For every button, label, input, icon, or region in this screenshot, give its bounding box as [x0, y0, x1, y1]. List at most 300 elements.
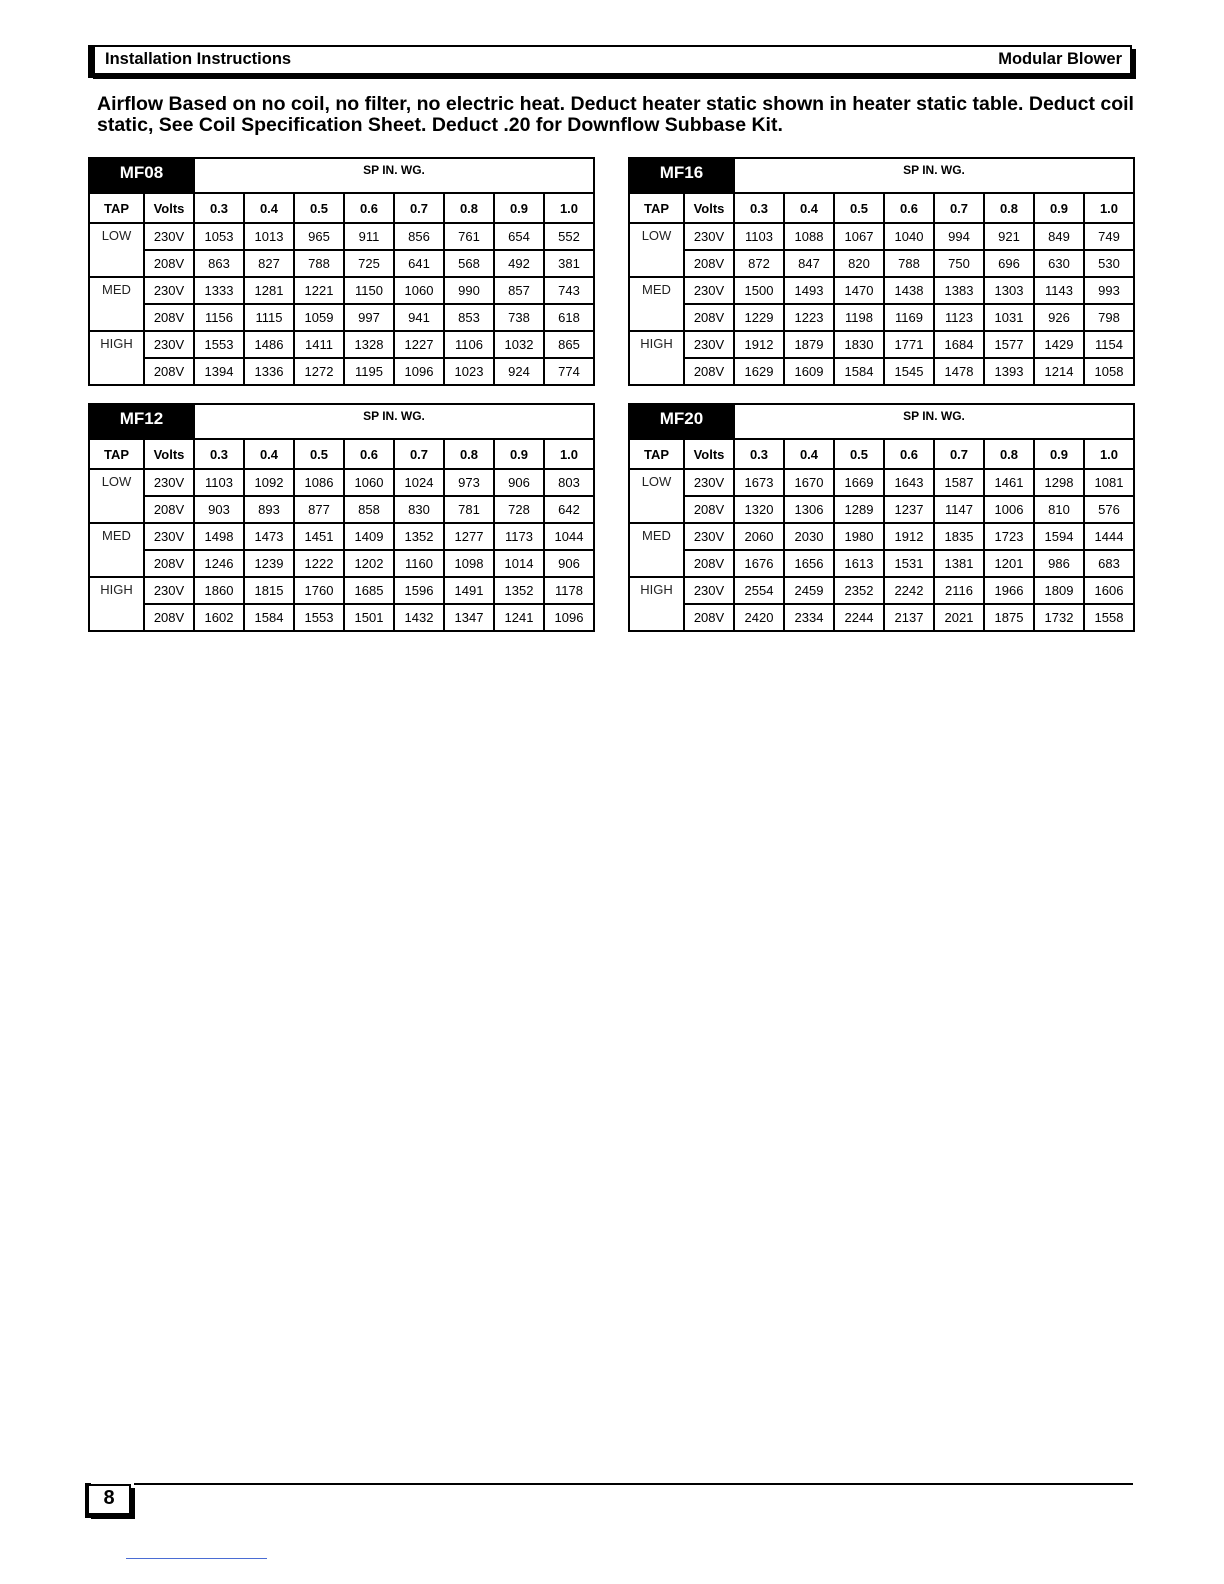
airflow-cfm-cell: 1222 [294, 550, 344, 577]
airflow-cfm-cell: 2030 [784, 523, 834, 550]
footer-rule [134, 1483, 1133, 1485]
airflow-cfm-cell: 893 [244, 496, 294, 523]
volts-cell: 230V [144, 469, 194, 496]
volts-cell: 208V [144, 496, 194, 523]
airflow-cfm-cell: 803 [544, 469, 594, 496]
airflow-cfm-cell: 1438 [884, 277, 934, 304]
sp-column-header: 0.3 [194, 193, 244, 223]
airflow-cfm-cell: 1486 [244, 331, 294, 358]
column-header-row [629, 439, 1134, 469]
column-header-row [89, 439, 594, 469]
sp-column-header: 0.6 [344, 439, 394, 469]
airflow-cfm-cell: 1032 [494, 331, 544, 358]
airflow-cfm-cell: 921 [984, 223, 1034, 250]
column-header-row [629, 193, 1134, 223]
airflow-cfm-cell: 1815 [244, 577, 294, 604]
airflow-cfm-cell: 1178 [544, 577, 594, 604]
volts-cell: 230V [684, 277, 734, 304]
airflow-cfm-cell: 1241 [494, 604, 544, 631]
airflow-cfm-cell: 1115 [244, 304, 294, 331]
table-row [629, 523, 1134, 550]
table-row [629, 304, 1134, 331]
airflow-cfm-cell: 830 [394, 496, 444, 523]
sp-column-header: 0.7 [394, 439, 444, 469]
airflow-cfm-cell: 1609 [784, 358, 834, 385]
volts-column-header: Volts [144, 439, 194, 469]
airflow-cfm-cell: 1202 [344, 550, 394, 577]
static-pressure-label: SP IN. WG. [194, 404, 594, 439]
airflow-cfm-cell: 738 [494, 304, 544, 331]
tap-column-header: TAP [89, 439, 144, 469]
airflow-cfm-cell: 1771 [884, 331, 934, 358]
airflow-cfm-cell: 1150 [344, 277, 394, 304]
volts-cell: 208V [684, 250, 734, 277]
airflow-cfm-cell: 1143 [1034, 277, 1084, 304]
airflow-cfm-cell: 1577 [984, 331, 1034, 358]
airflow-cfm-cell: 750 [934, 250, 984, 277]
airflow-cfm-cell: 2352 [834, 577, 884, 604]
airflow-cfm-cell: 1393 [984, 358, 1034, 385]
airflow-cfm-cell: 926 [1034, 304, 1084, 331]
airflow-cfm-cell: 2242 [884, 577, 934, 604]
airflow-cfm-cell: 1596 [394, 577, 444, 604]
airflow-cfm-cell: 1553 [194, 331, 244, 358]
airflow-cfm-cell: 1643 [884, 469, 934, 496]
airflow-cfm-cell: 683 [1084, 550, 1134, 577]
airflow-cfm-cell: 630 [1034, 250, 1084, 277]
airflow-cfm-cell: 1461 [984, 469, 1034, 496]
sp-column-header: 0.8 [444, 439, 494, 469]
airflow-cfm-cell: 1060 [394, 277, 444, 304]
tap-speed-cell: LOW [629, 469, 684, 523]
airflow-cfm-cell: 1147 [934, 496, 984, 523]
airflow-cfm-cell: 2420 [734, 604, 784, 631]
sp-column-header: 1.0 [1084, 193, 1134, 223]
airflow-cfm-cell: 654 [494, 223, 544, 250]
airflow-cfm-cell: 993 [1084, 277, 1134, 304]
sp-column-header: 0.9 [1034, 193, 1084, 223]
model-label: MF20 [629, 404, 734, 439]
airflow-cfm-cell: 2334 [784, 604, 834, 631]
sp-column-header: 0.4 [244, 193, 294, 223]
airflow-cfm-cell: 774 [544, 358, 594, 385]
airflow-cfm-cell: 1098 [444, 550, 494, 577]
airflow-cfm-cell: 1501 [344, 604, 394, 631]
header-section-title: Installation Instructions [105, 50, 292, 68]
airflow-cfm-cell: 568 [444, 250, 494, 277]
airflow-cfm-cell: 1383 [934, 277, 984, 304]
airflow-cfm-cell: 1160 [394, 550, 444, 577]
tap-speed-cell: MED [89, 277, 144, 331]
airflow-cfm-cell: 1106 [444, 331, 494, 358]
airflow-cfm-cell: 911 [344, 223, 394, 250]
airflow-cfm-cell: 1676 [734, 550, 784, 577]
static-pressure-label: SP IN. WG. [194, 158, 594, 193]
airflow-cfm-cell: 856 [394, 223, 444, 250]
airflow-cfm-cell: 827 [244, 250, 294, 277]
tap-speed-cell: LOW [89, 469, 144, 523]
airflow-cfm-cell: 788 [884, 250, 934, 277]
airflow-cfm-cell: 1306 [784, 496, 834, 523]
table-row [89, 577, 594, 604]
airflow-cfm-cell: 1081 [1084, 469, 1134, 496]
airflow-cfm-cell: 1154 [1084, 331, 1134, 358]
volts-cell: 208V [144, 358, 194, 385]
airflow-cfm-cell: 1223 [784, 304, 834, 331]
volts-cell: 230V [144, 523, 194, 550]
volts-cell: 208V [144, 304, 194, 331]
airflow-cfm-cell: 761 [444, 223, 494, 250]
table-row [89, 550, 594, 577]
airflow-cfm-cell: 1023 [444, 358, 494, 385]
tap-speed-cell: LOW [629, 223, 684, 277]
airflow-cfm-cell: 1594 [1034, 523, 1084, 550]
airflow-cfm-cell: 1059 [294, 304, 344, 331]
airflow-cfm-cell: 2021 [934, 604, 984, 631]
sp-column-header: 1.0 [544, 439, 594, 469]
airflow-cfm-cell: 1491 [444, 577, 494, 604]
sp-column-header: 0.9 [494, 439, 544, 469]
airflow-cfm-cell: 1606 [1084, 577, 1134, 604]
table-row [89, 358, 594, 385]
airflow-cfm-cell: 2244 [834, 604, 884, 631]
sp-column-header: 0.6 [344, 193, 394, 223]
airflow-cfm-cell: 576 [1084, 496, 1134, 523]
airflow-cfm-cell: 1103 [194, 469, 244, 496]
airflow-cfm-cell: 906 [544, 550, 594, 577]
airflow-cfm-cell: 986 [1034, 550, 1084, 577]
airflow-cfm-cell: 1060 [344, 469, 394, 496]
airflow-cfm-cell: 1198 [834, 304, 884, 331]
airflow-cfm-cell: 1088 [784, 223, 834, 250]
table-row [629, 277, 1134, 304]
airflow-cfm-cell: 1058 [1084, 358, 1134, 385]
airflow-cfm-cell: 1006 [984, 496, 1034, 523]
bottom-link-rule [126, 1558, 267, 1559]
table-row [89, 496, 594, 523]
airflow-cfm-cell: 1352 [394, 523, 444, 550]
airflow-cfm-cell: 781 [444, 496, 494, 523]
sp-column-header: 0.5 [294, 439, 344, 469]
airflow-cfm-cell: 1613 [834, 550, 884, 577]
sp-column-header: 1.0 [544, 193, 594, 223]
airflow-cfm-cell: 1123 [934, 304, 984, 331]
airflow-cfm-cell: 1669 [834, 469, 884, 496]
airflow-cfm-cell: 1531 [884, 550, 934, 577]
airflow-cfm-cell: 788 [294, 250, 344, 277]
tap-column-header: TAP [629, 439, 684, 469]
airflow-cfm-cell: 1044 [544, 523, 594, 550]
airflow-cfm-cell: 696 [984, 250, 1034, 277]
airflow-cfm-cell: 1336 [244, 358, 294, 385]
airflow-cfm-cell: 1237 [884, 496, 934, 523]
table-row [89, 223, 594, 250]
volts-cell: 230V [684, 523, 734, 550]
airflow-cfm-cell: 1013 [244, 223, 294, 250]
volts-column-header: Volts [144, 193, 194, 223]
tap-speed-cell: MED [629, 523, 684, 577]
airflow-cfm-cell: 1221 [294, 277, 344, 304]
airflow-cfm-cell: 1096 [394, 358, 444, 385]
airflow-cfm-cell: 1298 [1034, 469, 1084, 496]
table-row [89, 304, 594, 331]
airflow-note: Airflow Based on no coil, no filter, no electric heat. Deduct heater static shown in heater static table. Deduct coil static, See Coil Specification Sheet. Deduct .20 for Downflow Subbase Kit. [97, 93, 1134, 136]
volts-cell: 230V [144, 577, 194, 604]
page-number: 8 [87, 1484, 131, 1515]
volts-cell: 208V [144, 604, 194, 631]
airflow-cfm-cell: 725 [344, 250, 394, 277]
airflow-cfm-cell: 1493 [784, 277, 834, 304]
airflow-cfm-cell: 2459 [784, 577, 834, 604]
airflow-cfm-cell: 1809 [1034, 577, 1084, 604]
airflow-cfm-cell: 642 [544, 496, 594, 523]
airflow-cfm-cell: 1835 [934, 523, 984, 550]
volts-cell: 230V [144, 331, 194, 358]
airflow-cfm-cell: 1473 [244, 523, 294, 550]
sp-column-header: 0.6 [884, 193, 934, 223]
sp-column-header: 0.8 [444, 193, 494, 223]
sp-column-header: 0.5 [834, 193, 884, 223]
airflow-cfm-cell: 2137 [884, 604, 934, 631]
table-row [629, 577, 1134, 604]
table-row [89, 523, 594, 550]
airflow-cfm-cell: 743 [544, 277, 594, 304]
volts-column-header: Volts [684, 193, 734, 223]
airflow-cfm-cell: 1685 [344, 577, 394, 604]
table-row [629, 358, 1134, 385]
airflow-cfm-cell: 1875 [984, 604, 1034, 631]
volts-cell: 230V [684, 577, 734, 604]
airflow-cfm-cell: 1352 [494, 577, 544, 604]
airflow-cfm-cell: 1277 [444, 523, 494, 550]
volts-cell: 230V [144, 277, 194, 304]
volts-cell: 208V [144, 250, 194, 277]
airflow-cfm-cell: 1732 [1034, 604, 1084, 631]
blower-airflow-table-mf12 [88, 403, 595, 632]
volts-cell: 230V [684, 223, 734, 250]
column-header-row [89, 193, 594, 223]
tap-speed-cell: LOW [89, 223, 144, 277]
model-label: MF12 [89, 404, 194, 439]
tap-speed-cell: MED [89, 523, 144, 577]
table-row [89, 604, 594, 631]
sp-column-header: 0.8 [984, 193, 1034, 223]
airflow-cfm-cell: 1830 [834, 331, 884, 358]
airflow-cfm-cell: 1024 [394, 469, 444, 496]
airflow-cfm-cell: 849 [1034, 223, 1084, 250]
airflow-cfm-cell: 857 [494, 277, 544, 304]
sp-column-header: 0.3 [194, 439, 244, 469]
airflow-cfm-cell: 903 [194, 496, 244, 523]
airflow-cfm-cell: 1587 [934, 469, 984, 496]
airflow-cfm-cell: 1394 [194, 358, 244, 385]
airflow-cfm-cell: 1086 [294, 469, 344, 496]
volts-cell: 208V [144, 550, 194, 577]
airflow-cfm-cell: 1673 [734, 469, 784, 496]
airflow-cfm-cell: 1239 [244, 550, 294, 577]
airflow-cfm-cell: 1470 [834, 277, 884, 304]
sp-column-header: 0.4 [784, 439, 834, 469]
volts-column-header: Volts [684, 439, 734, 469]
sp-column-header: 0.3 [734, 193, 784, 223]
airflow-cfm-cell: 1173 [494, 523, 544, 550]
airflow-cfm-cell: 728 [494, 496, 544, 523]
airflow-cfm-cell: 798 [1084, 304, 1134, 331]
airflow-cfm-cell: 1014 [494, 550, 544, 577]
airflow-cfm-cell: 1670 [784, 469, 834, 496]
airflow-cfm-cell: 1584 [244, 604, 294, 631]
tap-column-header: TAP [89, 193, 144, 223]
airflow-cfm-cell: 2116 [934, 577, 984, 604]
airflow-cfm-cell: 1040 [884, 223, 934, 250]
airflow-cfm-cell: 1545 [884, 358, 934, 385]
airflow-cfm-cell: 1214 [1034, 358, 1084, 385]
page-header [89, 45, 1132, 75]
airflow-cfm-cell: 863 [194, 250, 244, 277]
volts-cell: 208V [684, 496, 734, 523]
table-row [629, 496, 1134, 523]
airflow-cfm-cell: 1409 [344, 523, 394, 550]
airflow-cfm-cell: 1347 [444, 604, 494, 631]
volts-cell: 230V [684, 469, 734, 496]
airflow-cfm-cell: 865 [544, 331, 594, 358]
blower-airflow-table-mf16 [628, 157, 1135, 386]
airflow-cfm-cell: 1328 [344, 331, 394, 358]
airflow-cfm-cell: 1320 [734, 496, 784, 523]
volts-cell: 230V [144, 223, 194, 250]
table-row [89, 277, 594, 304]
airflow-cfm-cell: 906 [494, 469, 544, 496]
airflow-cfm-cell: 1429 [1034, 331, 1084, 358]
volts-cell: 230V [684, 331, 734, 358]
airflow-cfm-cell: 1584 [834, 358, 884, 385]
tap-speed-cell: HIGH [629, 331, 684, 385]
table-row [629, 550, 1134, 577]
airflow-cfm-cell: 1229 [734, 304, 784, 331]
volts-cell: 208V [684, 550, 734, 577]
airflow-cfm-cell: 381 [544, 250, 594, 277]
airflow-cfm-cell: 1281 [244, 277, 294, 304]
volts-cell: 208V [684, 358, 734, 385]
tap-column-header: TAP [629, 193, 684, 223]
airflow-cfm-cell: 1053 [194, 223, 244, 250]
airflow-cfm-cell: 877 [294, 496, 344, 523]
airflow-cfm-cell: 997 [344, 304, 394, 331]
airflow-cfm-cell: 1169 [884, 304, 934, 331]
blower-airflow-table-mf08 [88, 157, 595, 386]
header-marker [88, 45, 95, 78]
airflow-cfm-cell: 1432 [394, 604, 444, 631]
table-row [629, 604, 1134, 631]
airflow-cfm-cell: 1656 [784, 550, 834, 577]
airflow-cfm-cell: 1879 [784, 331, 834, 358]
airflow-cfm-cell: 1723 [984, 523, 1034, 550]
airflow-cfm-cell: 872 [734, 250, 784, 277]
airflow-cfm-cell: 1092 [244, 469, 294, 496]
airflow-cfm-cell: 1201 [984, 550, 1034, 577]
airflow-cfm-cell: 853 [444, 304, 494, 331]
table-row [629, 331, 1134, 358]
sp-column-header: 0.8 [984, 439, 1034, 469]
tap-speed-cell: HIGH [89, 331, 144, 385]
airflow-cfm-cell: 2554 [734, 577, 784, 604]
airflow-cfm-cell: 810 [1034, 496, 1084, 523]
airflow-cfm-cell: 1031 [984, 304, 1034, 331]
blower-airflow-table-mf20 [628, 403, 1135, 632]
airflow-cfm-cell: 1067 [834, 223, 884, 250]
model-label: MF16 [629, 158, 734, 193]
table-row [629, 250, 1134, 277]
airflow-cfm-cell: 1444 [1084, 523, 1134, 550]
airflow-cfm-cell: 1912 [884, 523, 934, 550]
airflow-cfm-cell: 2060 [734, 523, 784, 550]
airflow-cfm-cell: 820 [834, 250, 884, 277]
airflow-cfm-cell: 1912 [734, 331, 784, 358]
airflow-cfm-cell: 1381 [934, 550, 984, 577]
airflow-cfm-cell: 941 [394, 304, 444, 331]
sp-column-header: 0.5 [834, 439, 884, 469]
airflow-cfm-cell: 1246 [194, 550, 244, 577]
airflow-cfm-cell: 990 [444, 277, 494, 304]
airflow-cfm-cell: 1860 [194, 577, 244, 604]
sp-column-header: 0.4 [244, 439, 294, 469]
sp-column-header: 0.6 [884, 439, 934, 469]
airflow-cfm-cell: 641 [394, 250, 444, 277]
sp-column-header: 0.9 [1034, 439, 1084, 469]
sp-column-header: 1.0 [1084, 439, 1134, 469]
airflow-cfm-cell: 847 [784, 250, 834, 277]
volts-cell: 208V [684, 604, 734, 631]
airflow-cfm-cell: 1966 [984, 577, 1034, 604]
airflow-cfm-cell: 1096 [544, 604, 594, 631]
tap-speed-cell: HIGH [89, 577, 144, 631]
sp-column-header: 0.9 [494, 193, 544, 223]
airflow-cfm-cell: 1451 [294, 523, 344, 550]
tap-speed-cell: MED [629, 277, 684, 331]
airflow-cfm-cell: 1227 [394, 331, 444, 358]
airflow-cfm-cell: 1553 [294, 604, 344, 631]
airflow-cfm-cell: 1684 [934, 331, 984, 358]
sp-column-header: 0.7 [934, 439, 984, 469]
airflow-cfm-cell: 1980 [834, 523, 884, 550]
model-label: MF08 [89, 158, 194, 193]
table-row [629, 469, 1134, 496]
sp-column-header: 0.7 [934, 193, 984, 223]
tap-speed-cell: HIGH [629, 577, 684, 631]
airflow-cfm-cell: 492 [494, 250, 544, 277]
airflow-cfm-cell: 1289 [834, 496, 884, 523]
airflow-cfm-cell: 1103 [734, 223, 784, 250]
airflow-cfm-cell: 965 [294, 223, 344, 250]
airflow-cfm-cell: 1333 [194, 277, 244, 304]
sp-column-header: 0.3 [734, 439, 784, 469]
airflow-cfm-cell: 552 [544, 223, 594, 250]
airflow-cfm-cell: 1195 [344, 358, 394, 385]
airflow-cfm-cell: 1760 [294, 577, 344, 604]
airflow-cfm-cell: 994 [934, 223, 984, 250]
airflow-cfm-cell: 1478 [934, 358, 984, 385]
airflow-cfm-cell: 1558 [1084, 604, 1134, 631]
airflow-cfm-cell: 858 [344, 496, 394, 523]
header-product-name: Modular Blower [998, 50, 1122, 68]
sp-column-header: 0.4 [784, 193, 834, 223]
airflow-cfm-cell: 973 [444, 469, 494, 496]
airflow-cfm-cell: 530 [1084, 250, 1134, 277]
airflow-cfm-cell: 1498 [194, 523, 244, 550]
sp-column-header: 0.5 [294, 193, 344, 223]
airflow-cfm-cell: 749 [1084, 223, 1134, 250]
airflow-cfm-cell: 1629 [734, 358, 784, 385]
